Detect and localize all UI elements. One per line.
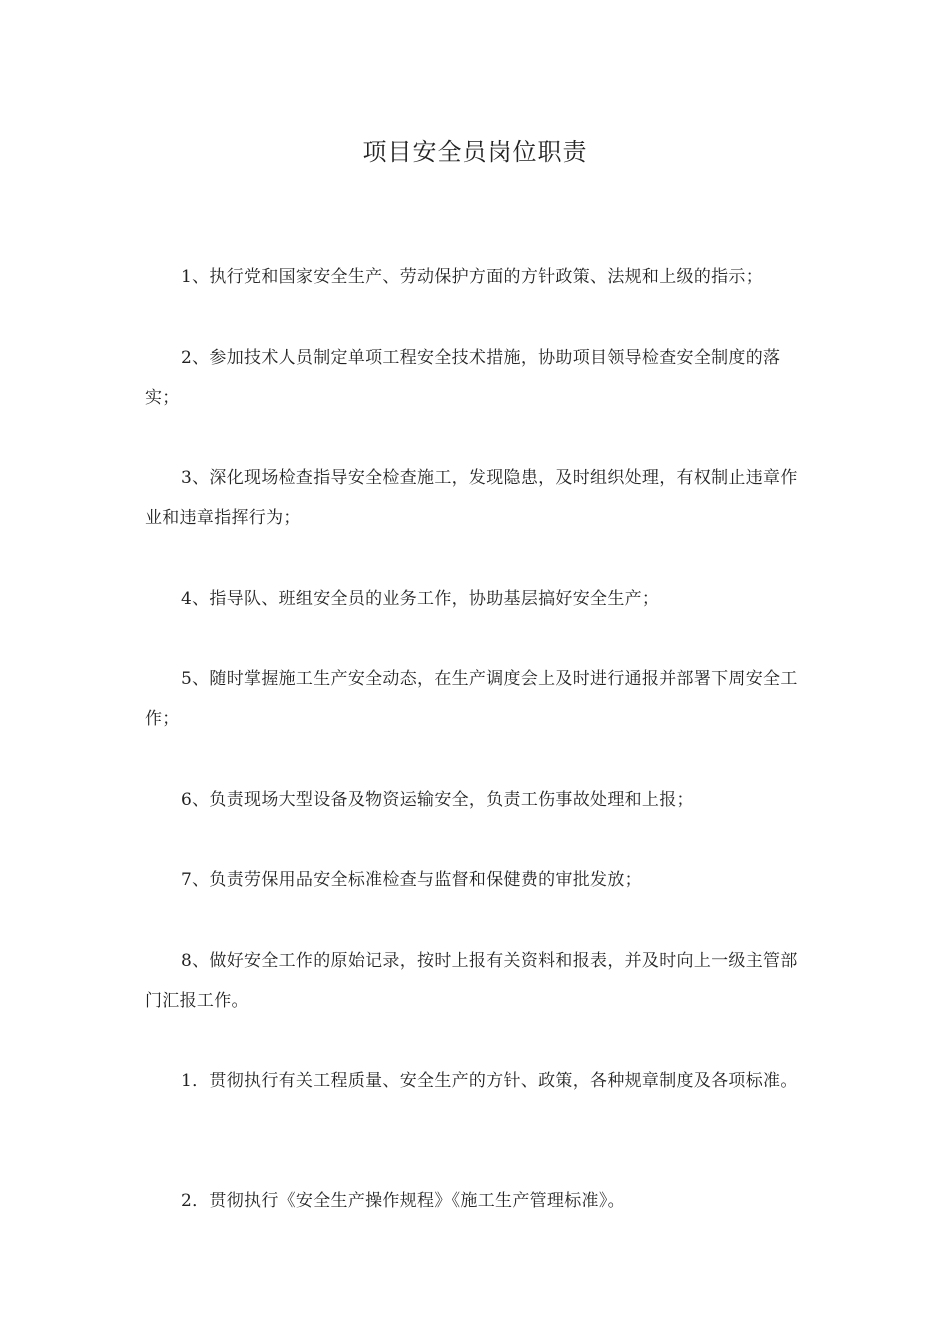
paragraph-8: 8、做好安全工作的原始记录，按时上报有关资料和报表，并及时向上一级主管部门汇报工作。	[145, 951, 798, 1011]
paragraph-5: 5、随时掌握施工生产安全动态，在生产调度会上及时进行通报并部署下周安全工作；	[145, 669, 798, 729]
paragraph-3: 3、深化现场检查指导安全检查施工，发现隐患，及时组织处理，有权制止违章作业和违章指挥行为；	[145, 468, 798, 528]
paragraph-4: 4、指导队、班组安全员的业务工作，协助基层搞好安全生产；	[181, 589, 660, 609]
paragraph-6: 6、负责现场大型设备及物资运输安全，负责工伤事故处理和上报；	[181, 790, 694, 810]
paragraph-9: 1．贯彻执行有关工程质量、安全生产的方针、政策，各种规章制度及各项标准。	[181, 1071, 798, 1091]
paragraph-10: 2．贯彻执行《安全生产操作规程》《施工生产管理标准》。	[181, 1191, 625, 1211]
paragraph-1: 1、执行党和国家安全生产、劳动保护方面的方针政策、法规和上级的指示；	[181, 267, 764, 287]
paragraph-7: 7、负责劳保用品安全标准检查与监督和保健费的审批发放；	[181, 870, 642, 890]
paragraph-2: 2、参加技术人员制定单项工程安全技术措施，协助项目领导检查安全制度的落实；	[145, 348, 781, 408]
document-title: 项目安全员岗位职责	[362, 138, 588, 166]
